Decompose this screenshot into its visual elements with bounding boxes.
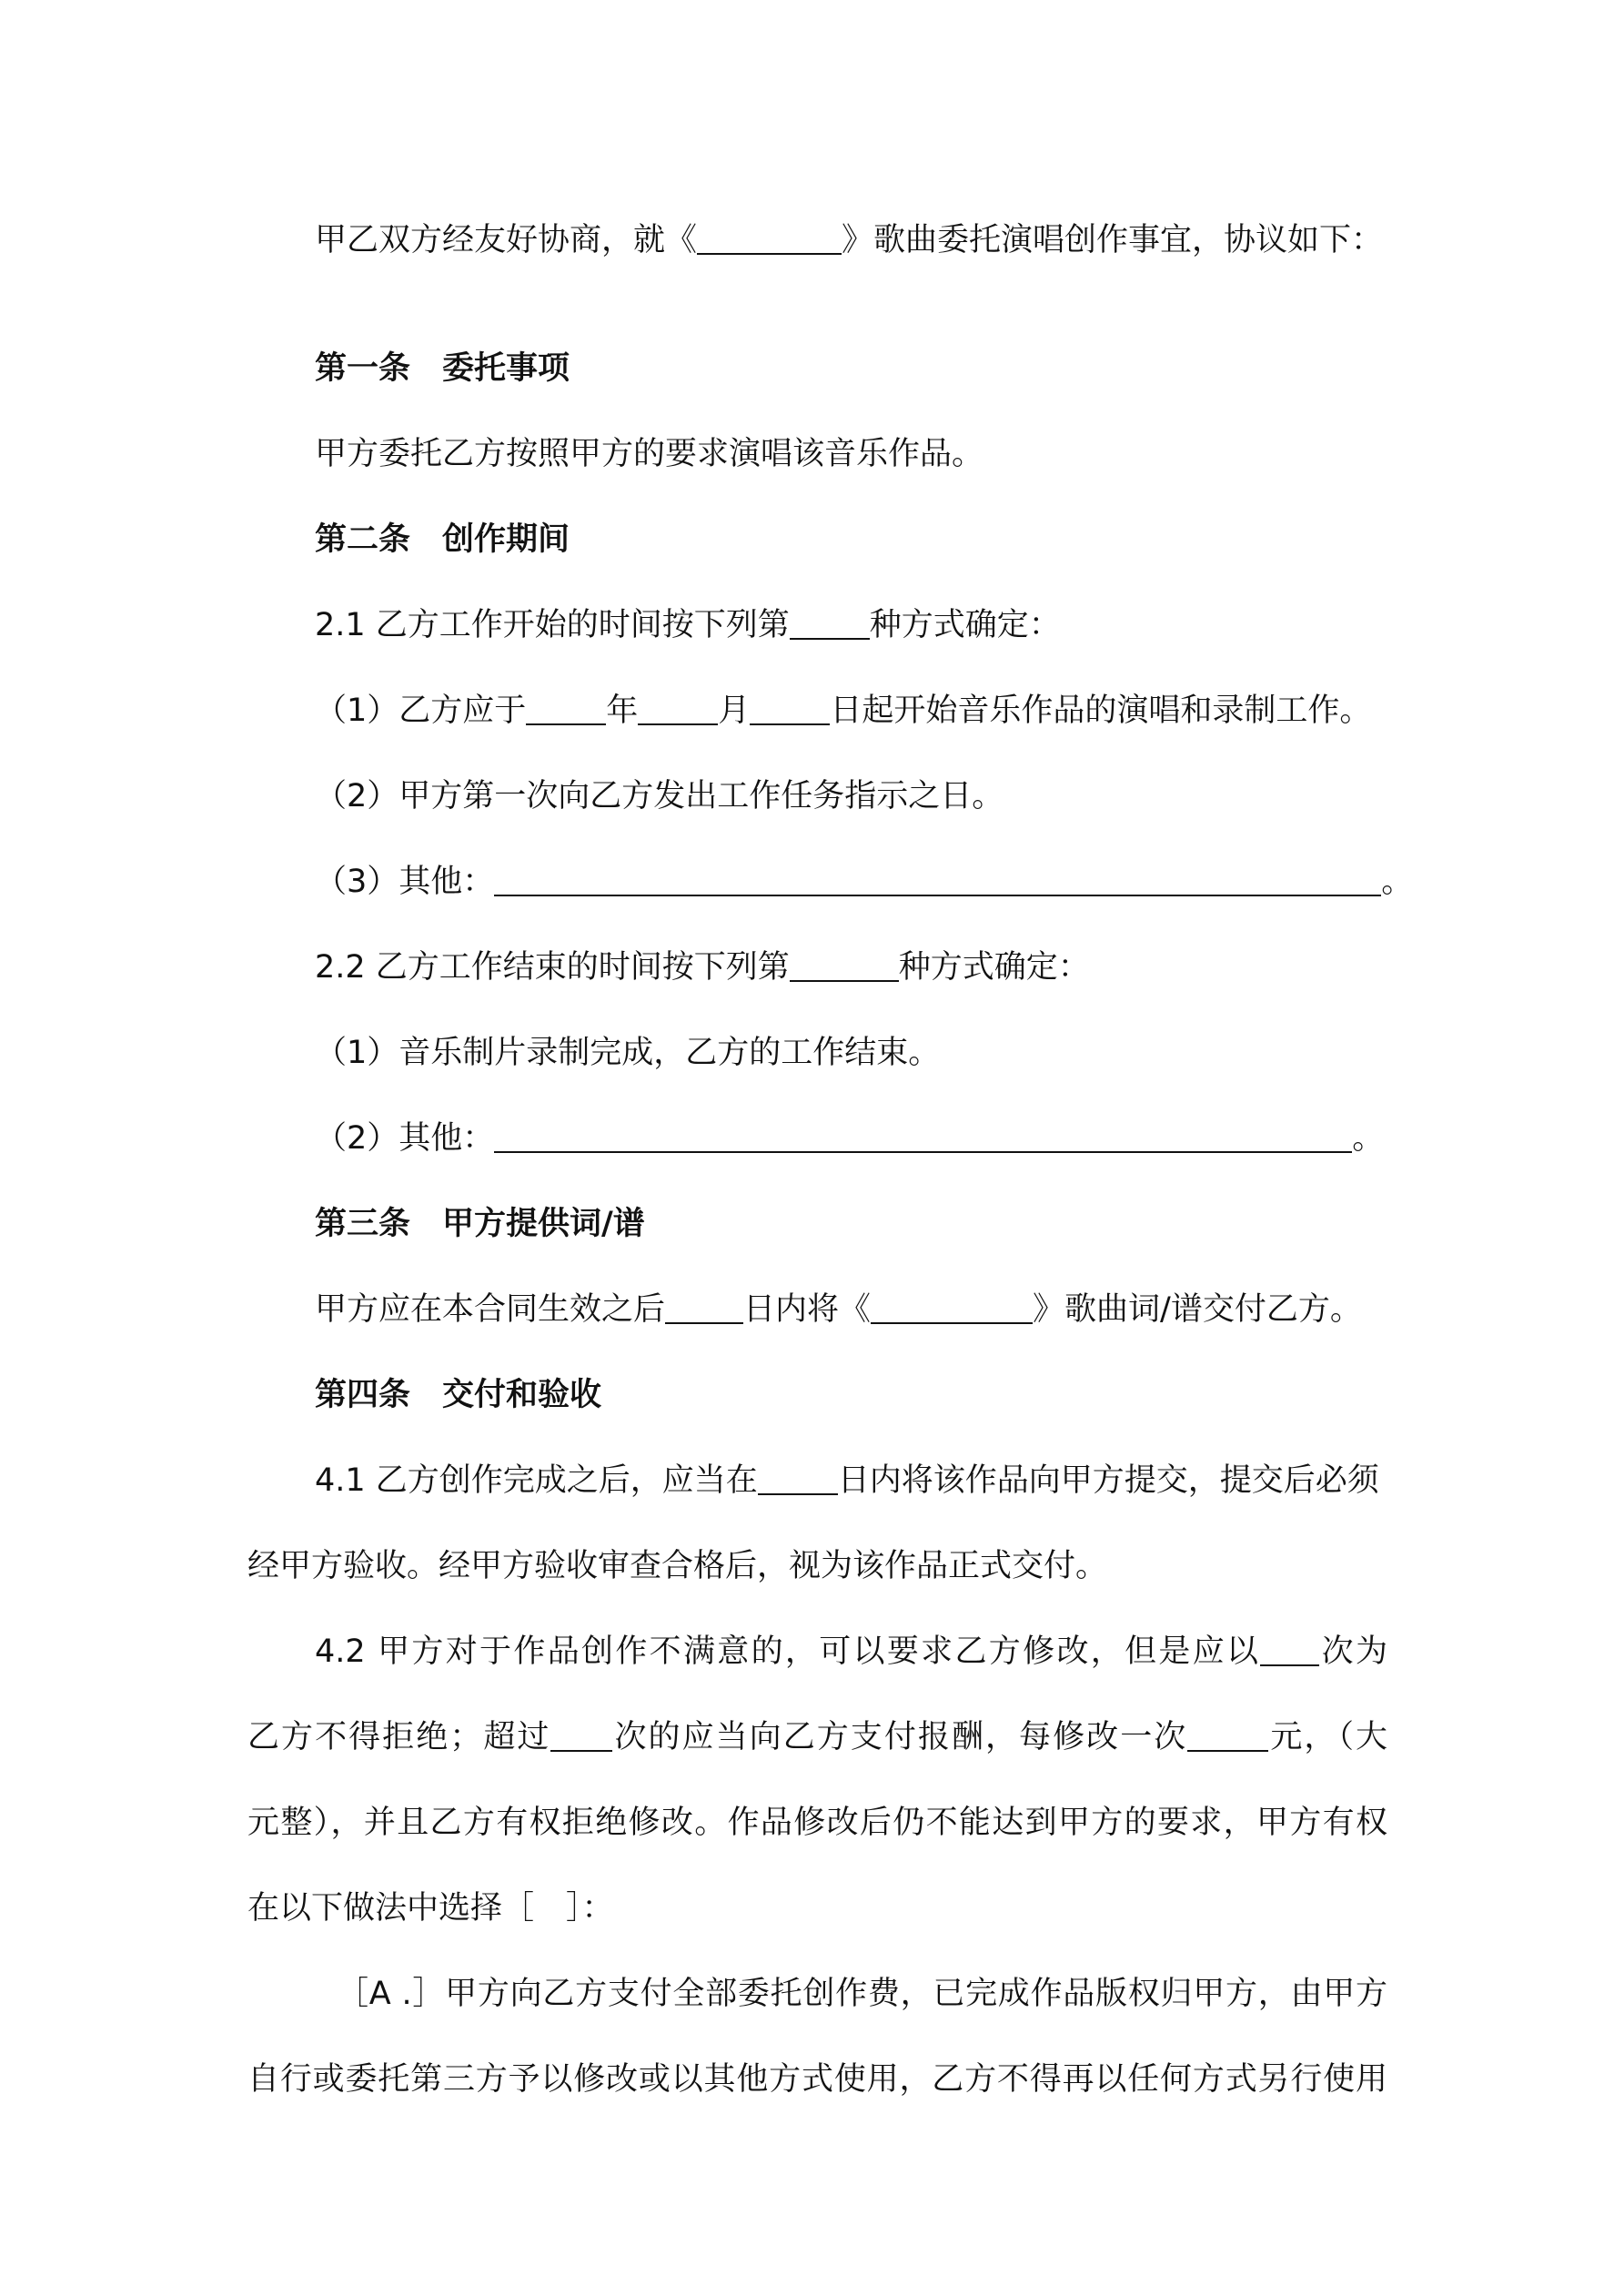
text-segment: 在以下做法中选择［ ］： <box>247 1890 614 1927</box>
text-segment: 年 <box>606 693 639 729</box>
fill-in-blank <box>750 723 830 725</box>
text-segment: 日起开始音乐作品的演唱和录制工作。 <box>830 693 1372 729</box>
text-segment: （2）甲方第一次向乙方发出工作任务指示之日。 <box>315 778 1004 814</box>
text-segment: 经甲方验收。经甲方验收审查合格后，视为该作品正式交付。 <box>247 1548 1108 1584</box>
text-segment: 次的应当向乙方支付报酬，每修改一次 <box>612 1719 1188 1755</box>
fill-in-blank <box>790 979 899 982</box>
text-line <box>247 1780 1387 1866</box>
text-line <box>247 839 1414 925</box>
fill-in-blank <box>1187 1749 1268 1752</box>
text-line <box>247 1523 1387 1609</box>
fill-in-blank <box>494 894 1381 896</box>
text-segment: （1）乙方应于 <box>315 693 527 729</box>
text-segment: 。 <box>1352 1120 1385 1157</box>
fill-in-blank <box>638 723 718 725</box>
text-segment: 4.2 甲方对于作品创作不满意的，可以要求乙方修改，但是应以 <box>315 1633 1261 1670</box>
text-segment: 2.2 乙方工作结束的时间按下列第 <box>315 949 790 986</box>
text-segment: 日内将该作品向甲方提交，提交后必须 <box>837 1462 1379 1499</box>
text-segment: 种方式确定： <box>869 607 1061 643</box>
article-heading <box>247 497 1387 582</box>
fill-in-blank <box>494 1150 1352 1153</box>
text-line <box>247 1609 1387 1694</box>
article-heading <box>247 326 1387 411</box>
fill-in-blank <box>871 1321 1033 1324</box>
text-segment: ［A .］甲方向乙方支付全部委托创作费，已完成作品版权归甲方，由甲方 <box>337 1976 1387 2012</box>
text-segment: 种方式确定： <box>898 949 1090 986</box>
text-segment: （3）其他： <box>315 864 495 900</box>
text-segment: 元，（大 <box>1268 1719 1387 1755</box>
text-line <box>247 1951 1387 2037</box>
text-line <box>247 582 1387 668</box>
fill-in-blank <box>758 1492 838 1495</box>
text-segment: 次为 <box>1319 1633 1387 1670</box>
fill-in-blank <box>665 1321 743 1324</box>
contract-document <box>247 197 1414 2122</box>
text-segment: 第二条 创作期间 <box>315 521 570 558</box>
text-segment: 月 <box>718 693 751 729</box>
text-line <box>247 1438 1387 1523</box>
text-line <box>247 197 1387 283</box>
text-segment: 2.1 乙方工作开始的时间按下列第 <box>315 607 790 643</box>
text-segment: 》歌曲委托演唱创作事宜，协议如下： <box>842 222 1384 258</box>
text-line <box>247 1096 1387 1181</box>
text-line <box>247 1866 1387 1951</box>
text-line <box>247 925 1387 1010</box>
text-segment: 日内将《 <box>743 1291 872 1328</box>
text-segment: 元整），并且乙方有权拒绝修改。作品修改后仍不能达到甲方的要求，甲方有权 <box>247 1805 1387 1841</box>
text-line <box>247 1267 1387 1352</box>
text-segment: 乙方不得拒绝；超过 <box>247 1719 551 1755</box>
fill-in-blank <box>790 637 870 640</box>
text-segment: 甲方委托乙方按照甲方的要求演唱该音乐作品。 <box>315 436 984 472</box>
text-line <box>247 754 1387 839</box>
text-segment: 。 <box>1381 864 1414 900</box>
text-segment: 甲方应在本合同生效之后 <box>315 1291 666 1328</box>
text-line <box>247 411 1387 497</box>
text-segment: 第一条 委托事项 <box>315 350 570 387</box>
fill-in-blank <box>526 723 606 725</box>
text-segment: （2）其他： <box>315 1120 495 1157</box>
text-segment: 4.1 乙方创作完成之后，应当在 <box>315 1462 758 1499</box>
fill-in-blank <box>550 1749 612 1752</box>
article-heading <box>247 1181 1387 1267</box>
text-line <box>247 668 1387 754</box>
text-segment: 甲乙双方经友好协商，就《 <box>315 222 698 258</box>
article-heading <box>247 1352 1387 1438</box>
text-segment: 自行或委托第三方予以修改或以其他方式使用，乙方不得再以任何方式另行使用 <box>247 2061 1387 2098</box>
fill-in-blank <box>697 252 842 255</box>
text-segment: 第三条 甲方提供词/谱 <box>315 1206 645 1242</box>
text-line <box>247 1010 1387 1096</box>
text-segment: 第四条 交付和验收 <box>315 1377 602 1413</box>
text-segment: （1）音乐制片录制完成，乙方的工作结束。 <box>315 1035 941 1071</box>
text-line <box>247 1694 1387 1780</box>
fill-in-blank <box>1260 1664 1319 1666</box>
text-line <box>247 2037 1387 2122</box>
text-segment: 》歌曲词/谱交付乙方。 <box>1033 1291 1362 1328</box>
